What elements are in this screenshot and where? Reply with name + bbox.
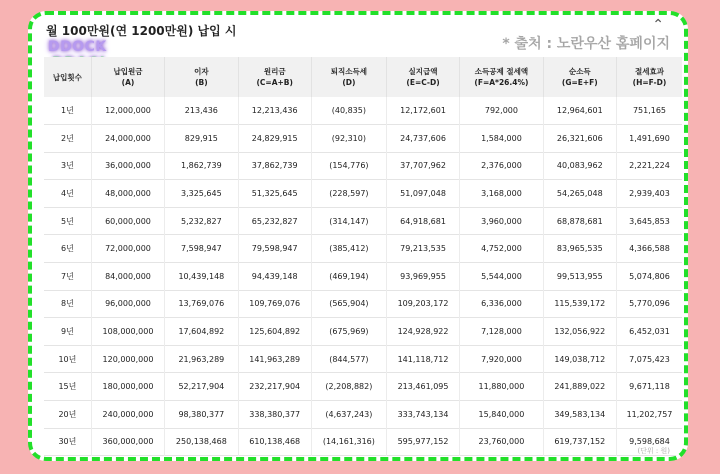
table-cell: 241,889,022 <box>543 373 616 401</box>
table-cell: 2,376,000 <box>460 152 543 180</box>
table-cell: 84,000,000 <box>91 263 164 291</box>
table-cell: (4,637,243) <box>311 401 386 429</box>
table-cell: 5,232,827 <box>165 207 238 235</box>
table-cell: 7,075,423 <box>616 345 682 373</box>
table-cell: 4년 <box>60 189 74 199</box>
table-cell: 30년 <box>58 437 77 447</box>
table-cell: 7년 <box>60 271 74 281</box>
table-cell: 12,000,000 <box>91 97 164 125</box>
table-cell: (385,412) <box>311 235 386 263</box>
table-cell: 109,203,172 <box>386 290 459 318</box>
content-card <box>28 11 688 461</box>
logo-line-1: DDOCK <box>48 39 107 55</box>
column-header-formula: (A) <box>121 78 135 87</box>
chevron-up-icon[interactable]: ⌃ <box>652 17 664 33</box>
column-header-label: 원리금 <box>263 67 286 76</box>
table-cell: 5,770,096 <box>616 290 682 318</box>
table-cell: 124,928,922 <box>386 318 459 346</box>
table-cell: 3,960,000 <box>460 207 543 235</box>
table-cell: (844,577) <box>311 345 386 373</box>
table-cell: 64,918,681 <box>386 207 459 235</box>
table-cell: (314,147) <box>311 207 386 235</box>
table-cell: 4,752,000 <box>460 235 543 263</box>
table-cell: (92,310) <box>311 125 386 153</box>
table-cell: 125,604,892 <box>238 318 311 346</box>
table-cell: 83,965,535 <box>543 235 616 263</box>
column-header <box>238 57 311 97</box>
table-cell: 7,598,947 <box>165 235 238 263</box>
table-cell: 11,202,757 <box>616 401 682 429</box>
table-cell: 213,436 <box>165 97 238 125</box>
table-cell: 240,000,000 <box>91 401 164 429</box>
table-cell: 96,000,000 <box>91 290 164 318</box>
table-cell: 72,000,000 <box>91 235 164 263</box>
table-cell: 40,083,962 <box>543 152 616 180</box>
table-cell: (14,161,316) <box>311 428 386 456</box>
column-header-label: 절세효과 <box>635 67 664 76</box>
column-header <box>616 57 682 97</box>
table-cell: 1,862,739 <box>165 152 238 180</box>
table-cell: 619,737,152 <box>543 428 616 456</box>
table-cell: 8년 <box>60 299 74 309</box>
column-header <box>91 57 164 97</box>
table-cell: 65,232,827 <box>238 207 311 235</box>
table-cell: 115,539,172 <box>543 290 616 318</box>
column-header-label: 소득공제 절세액 <box>474 67 529 76</box>
table-row <box>44 263 682 291</box>
table-body <box>44 97 682 456</box>
table-cell: (675,969) <box>311 318 386 346</box>
table-cell: 109,769,076 <box>238 290 311 318</box>
table-cell: 3,325,645 <box>165 180 238 208</box>
table-cell: 9,598,684 <box>616 428 682 456</box>
table-row <box>44 345 682 373</box>
table-cell: (565,904) <box>311 290 386 318</box>
table-row <box>44 207 682 235</box>
table-row <box>44 290 682 318</box>
page-title: 월 100만원(연 1200만원) 납입 시 <box>46 24 237 38</box>
column-header-formula: (G=E+F) <box>561 78 598 87</box>
column-header-label: 이자 <box>194 67 209 76</box>
column-header-formula: (C=A+B) <box>256 78 293 87</box>
column-header <box>386 57 459 97</box>
column-header-label: 퇴직소득세 <box>330 67 367 76</box>
table-cell: 141,963,289 <box>238 345 311 373</box>
table-cell: 12,213,436 <box>238 97 311 125</box>
table-cell: 9,671,118 <box>616 373 682 401</box>
table-cell: 37,862,739 <box>238 152 311 180</box>
table-cell: 2,221,224 <box>616 152 682 180</box>
table-cell: (469,194) <box>311 263 386 291</box>
table-cell: (2,208,882) <box>311 373 386 401</box>
column-header-formula: (B) <box>195 78 208 87</box>
column-header-label: 실지급액 <box>408 67 438 76</box>
table-cell: 36,000,000 <box>91 152 164 180</box>
table-cell: 610,138,468 <box>238 428 311 456</box>
table-cell: 24,000,000 <box>91 125 164 153</box>
column-header <box>543 57 616 97</box>
column-header <box>460 57 543 97</box>
table-cell: 15,840,000 <box>460 401 543 429</box>
table-header-row <box>44 57 682 97</box>
table-cell: 360,000,000 <box>91 428 164 456</box>
column-header <box>44 57 91 97</box>
table-cell: 180,000,000 <box>91 373 164 401</box>
table-cell: 15년 <box>58 382 77 392</box>
table-cell: 132,056,922 <box>543 318 616 346</box>
table-cell: 3,168,000 <box>460 180 543 208</box>
table-row <box>44 318 682 346</box>
table-row <box>44 235 682 263</box>
table-cell: 11,880,000 <box>460 373 543 401</box>
table-cell: 21,963,289 <box>165 345 238 373</box>
table-cell: 6,336,000 <box>460 290 543 318</box>
source-note: * 출처 : 노란우산 홈페이지 <box>502 36 670 52</box>
table-cell: 12,172,601 <box>386 97 459 125</box>
table-cell: 10년 <box>58 354 77 364</box>
table-cell: 3년 <box>60 161 74 171</box>
column-header-formula: (F=A*26.4%) <box>474 78 529 87</box>
table-cell: 9년 <box>60 327 74 337</box>
column-header-formula: (H=F-D) <box>632 78 667 87</box>
column-header <box>165 57 238 97</box>
table-cell: 7,128,000 <box>460 318 543 346</box>
table-cell: 98,380,377 <box>165 401 238 429</box>
table-cell: 6,452,031 <box>616 318 682 346</box>
table-cell: 141,118,712 <box>386 345 459 373</box>
column-header-formula: (E=C-D) <box>406 78 440 87</box>
table-cell: 99,513,955 <box>543 263 616 291</box>
table-cell: 2년 <box>60 133 74 143</box>
table-cell: 5,544,000 <box>460 263 543 291</box>
table-cell: 10,439,148 <box>165 263 238 291</box>
table-row <box>44 428 682 456</box>
table-cell: 94,439,148 <box>238 263 311 291</box>
table-cell: 5,074,806 <box>616 263 682 291</box>
table-cell: 250,138,468 <box>165 428 238 456</box>
table-cell: 17,604,892 <box>165 318 238 346</box>
table-cell: 93,969,955 <box>386 263 459 291</box>
table-cell: 48,000,000 <box>91 180 164 208</box>
table-cell: 595,977,152 <box>386 428 459 456</box>
table-cell: 333,743,134 <box>386 401 459 429</box>
table-cell: 52,217,904 <box>165 373 238 401</box>
table-row <box>44 180 682 208</box>
table-cell: 1,584,000 <box>460 125 543 153</box>
table-cell: 2,939,403 <box>616 180 682 208</box>
table-cell: 79,213,535 <box>386 235 459 263</box>
table-row <box>44 401 682 429</box>
column-header-label: 납입원금 <box>113 67 143 76</box>
table-cell: 13,769,076 <box>165 290 238 318</box>
column-header-label: 순소득 <box>568 67 591 76</box>
column-header <box>311 57 386 97</box>
table-cell: 51,325,645 <box>238 180 311 208</box>
table-cell: 60,000,000 <box>91 207 164 235</box>
savings-table <box>44 57 682 456</box>
table-cell: 24,829,915 <box>238 125 311 153</box>
table-cell: 1년 <box>60 106 74 116</box>
column-header-formula: (D) <box>342 78 356 87</box>
table-cell: 54,265,048 <box>543 180 616 208</box>
table-row <box>44 97 682 125</box>
table-cell: 4,366,588 <box>616 235 682 263</box>
table-cell: 349,583,134 <box>543 401 616 429</box>
table-cell: (228,597) <box>311 180 386 208</box>
table-cell: 12,964,601 <box>543 97 616 125</box>
table-cell: 6년 <box>60 244 74 254</box>
table-cell: 108,000,000 <box>91 318 164 346</box>
table-cell: 213,461,095 <box>386 373 459 401</box>
table-cell: 20년 <box>58 409 77 419</box>
table-cell: 37,707,962 <box>386 152 459 180</box>
table-cell: (154,776) <box>311 152 386 180</box>
table-cell: 24,737,606 <box>386 125 459 153</box>
table-cell: 5년 <box>60 216 74 226</box>
table-cell: 51,097,048 <box>386 180 459 208</box>
table-cell: 7,920,000 <box>460 345 543 373</box>
table-cell: 792,000 <box>460 97 543 125</box>
table-cell: 338,380,377 <box>238 401 311 429</box>
table-cell: 79,598,947 <box>238 235 311 263</box>
logo-line-2: DDAGI <box>52 55 106 71</box>
table-cell: 232,217,904 <box>238 373 311 401</box>
table-cell: 23,760,000 <box>460 428 543 456</box>
unit-note: (단위 : 원) <box>637 447 670 455</box>
column-header-label: 납입횟수 <box>52 72 82 82</box>
table-cell: 1,491,690 <box>616 125 682 153</box>
table-cell: (40,835) <box>311 97 386 125</box>
table-cell: 751,165 <box>616 97 682 125</box>
table-row <box>44 152 682 180</box>
table-row <box>44 373 682 401</box>
table-cell: 3,645,853 <box>616 207 682 235</box>
table-cell: 68,878,681 <box>543 207 616 235</box>
table-cell: 120,000,000 <box>91 345 164 373</box>
table-cell: 26,321,606 <box>543 125 616 153</box>
table-cell: 829,915 <box>165 125 238 153</box>
table-cell: 149,038,712 <box>543 345 616 373</box>
table-row <box>44 125 682 153</box>
